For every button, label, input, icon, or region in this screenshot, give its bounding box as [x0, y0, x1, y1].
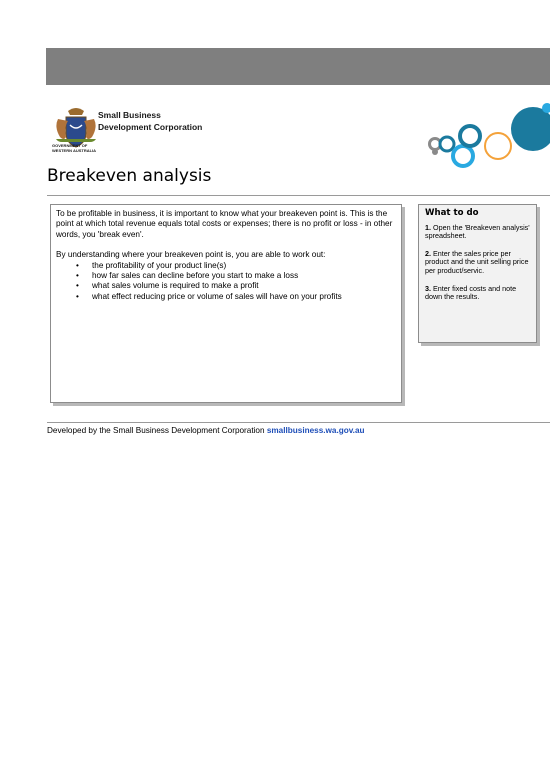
grey-dot-small: [432, 149, 438, 155]
orange-ring: [485, 133, 511, 159]
header-band: [46, 48, 550, 85]
what-to-do-box: [418, 204, 537, 343]
benefits-list: [56, 261, 397, 303]
intro-box: [50, 204, 402, 403]
step-text: Open the 'Breakeven analysis' spreadsheet.: [425, 222, 530, 241]
gov-line-2: WESTERN AUSTRALIA: [52, 148, 97, 153]
step-3: [425, 285, 532, 302]
org-line-2: Development Corporation: [98, 122, 203, 132]
sbdc-logo: [46, 103, 221, 173]
step-number: 2.: [425, 248, 431, 258]
decorative-circles-graphic: [425, 100, 550, 175]
step-text: Enter fixed costs and note down the results.: [425, 283, 517, 302]
light-blue-ring: [453, 146, 473, 166]
teal-ring-small: [440, 137, 454, 151]
organisation-name: [98, 109, 202, 133]
step-number: 3.: [425, 283, 431, 293]
org-line-1: Small Business: [98, 110, 161, 120]
footer-divider: [47, 422, 550, 423]
footer-text: Developed by the Small Business Development Corporation: [47, 426, 267, 435]
list-item: • how far sales can decline before you start to make a loss: [76, 271, 397, 281]
page-title: Breakeven analysis: [47, 166, 212, 186]
list-item: • what effect reducing price or volume of sales will have on your profits: [76, 292, 397, 302]
title-divider: [47, 195, 550, 196]
step-1: [425, 224, 532, 241]
teal-ring-medium: [460, 126, 480, 146]
step-number: 1.: [425, 222, 431, 232]
step-text: Enter the sales price per product and the unit selling price per product/servic.: [425, 248, 529, 275]
step-2: [425, 250, 532, 276]
government-caption: [52, 143, 104, 153]
list-item: • what sales volume is required to make a profit: [76, 281, 397, 291]
teal-disc-large: [511, 107, 550, 151]
footer: [47, 426, 365, 436]
intro-paragraph-2: By understanding where your breakeven point is, you are able to work out:: [56, 250, 326, 260]
wa-government-crest-icon: [46, 103, 106, 163]
website-link[interactable]: smallbusiness.wa.gov.au: [266, 426, 365, 435]
what-to-do-heading: What to do: [425, 208, 479, 218]
list-item: • the profitability of your product line(s): [76, 261, 397, 271]
intro-paragraph-1: To be profitable in business, it is important to know what your breakeven point is. This is the point at which total revenue equals total costs or expenses; there is no profit or loss - in other words, you 'break even'.: [56, 209, 393, 239]
gov-line-1: GOVERNMENT OF: [52, 143, 88, 148]
